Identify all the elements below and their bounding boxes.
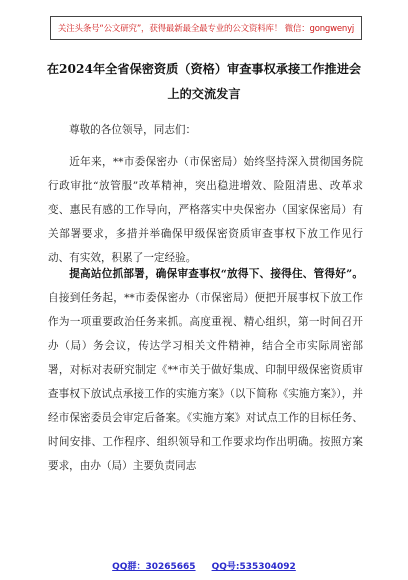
promo-banner-text: 关注头条号“公文研究”，获得最新最全最专业的公文资料库！ 微信：gongwenyj xyxy=(57,24,355,34)
greeting xyxy=(48,118,363,142)
paragraph-intro-text: 近年来，**市委保密办（市保密局）始终坚持深入贯彻国务院行政审批“放管服”改革精神，突出稳进增效、险阻清患、改革求变、惠民有感的工作导向，严格落实中央保密办（国家保密局）有关部署要求，多措并举确保甲级保密资质审查事权下放工作见行动、有实效，积累了一定经验。 xyxy=(48,156,363,264)
paragraph-deployment-body: 自接到任务起，**市委保密办（市保密局）便把开展事权下放工作作为一项重要政治任务来抓。高度重视、精心组织，第一时间召开办（局）务会议，传达学习相关文件精神，结合全市实际周密部署，对标对表研究制定《**市关于做好集成、印制甲级保密资质审查事权下放试点承接工作的实施方案》（以下简称《实施方案》），并经市保密委员会审定后备案。《实施方案》对试点工作的目标任务、时间安排、工作程序、组织领导和工作要求均作出明确。按照方案要求，由办（局）主要负责同志 xyxy=(48,292,363,472)
paragraph-deployment xyxy=(48,262,363,532)
qq-number-link[interactable]: QQ号:535304092 xyxy=(211,562,296,572)
document-title-line-2: 上的交流发言 xyxy=(167,87,241,101)
promo-banner xyxy=(50,16,362,40)
paragraph-intro xyxy=(48,150,363,270)
contact-footer xyxy=(0,559,408,572)
greeting-text: 尊敬的各位领导，同志们： xyxy=(69,124,197,136)
document-title-line-1: 在2024年全省保密资质（资格）审查事权承接工作推进会 xyxy=(46,62,362,76)
qq-group-link[interactable]: QQ群：30265665 xyxy=(112,562,196,572)
paragraph-deployment-heading: 提高站位抓部署，确保审查事权“放得下、接得住、管得好”。 xyxy=(69,268,363,280)
